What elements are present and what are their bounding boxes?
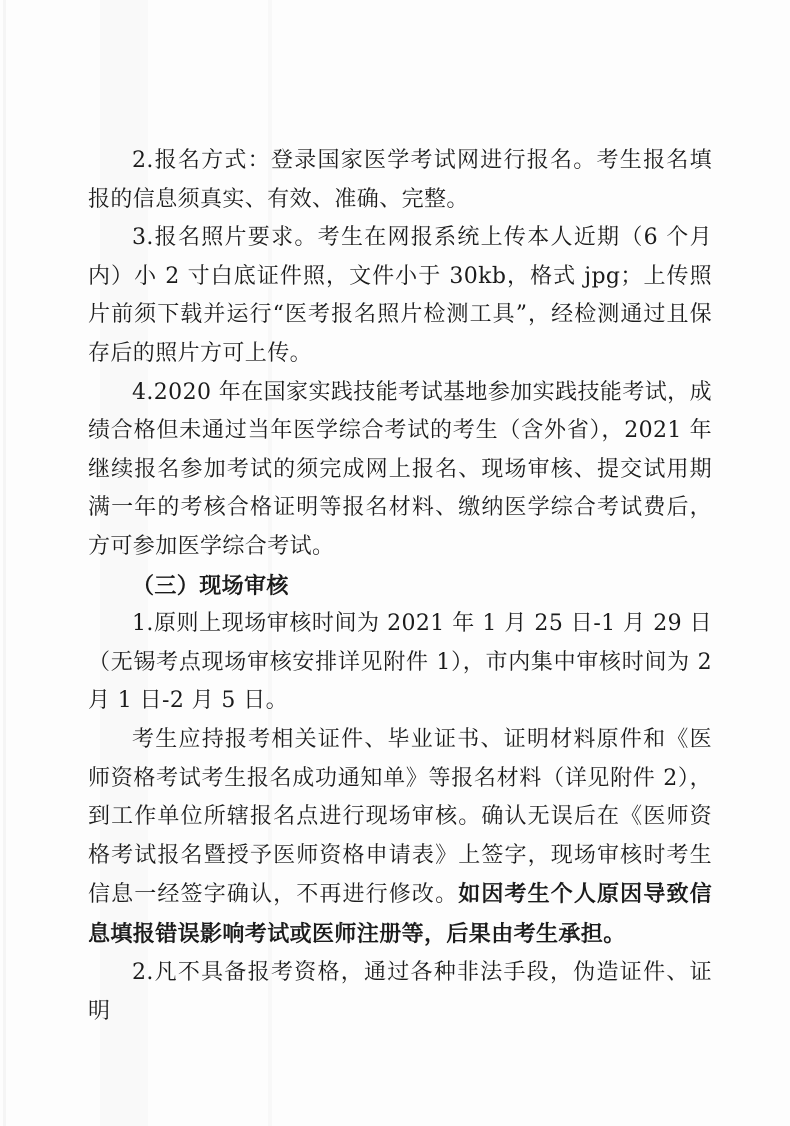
scan-artifact-line [3,0,6,1126]
review-materials-bold-run: 如因考生个人原因导致信息填报错误影响考试或医师注册等，后果由考生承担。 [88,881,712,947]
paragraph-review-materials [88,721,712,955]
paragraph-registration-method: 2.报名方式：登录国家医学考试网进行报名。考生报名填报的信息须真实、有效、准确、完整。 [88,148,712,212]
document-body [88,142,712,1032]
paragraph-illegal-means: 2.凡不具备报考资格，通过各种非法手段，伪造证件、证明 [88,960,712,1025]
review-materials-normal-run: 考生应持报考相关证件、毕业证书、证明材料原件和《医师资格考试考生报名成功通知单》等报名材料（详见附件 2），到工作单位所辖报名点进行现场审核。确认无误后在《医师资格考试报名暨授予医师资格申请表》上签字，现场审核时考生信息一经签字确认，不再进行修改。 [88,726,712,908]
section-heading-onsite-review: （三）现场审核 [132,572,289,599]
paragraph-review-time: 1.原则上现场审核时间为 2021 年 1 月 25 日-1 月 29 日（无锡考点现场审核安排详见附件 1），市内集中审核时间为 2 月 1 日-2 月 5 日。 [88,611,712,714]
paragraph-photo-requirements: 3.报名照片要求。考生在网报系统上传本人近期（6 个月内）小 2 寸白底证件照，文件小于 30kb，格式 jpg；上传照片前须下载并运行“医考报名照片检测工具”，经检测通过且保存后的照片方可上传。 [88,225,712,366]
paragraph-2020-candidates: 4.2020 年在国家实践技能考试基地参加实践技能考试，成绩合格但未通过当年医学综合考试的考生（含外省），2021 年继续报名参加考试的须完成网上报名、现场审核、提交试用期满一年的考核合格证明等报名材料、缴纳医学综合考试费后，方可参加医学综合考试。 [88,379,712,559]
